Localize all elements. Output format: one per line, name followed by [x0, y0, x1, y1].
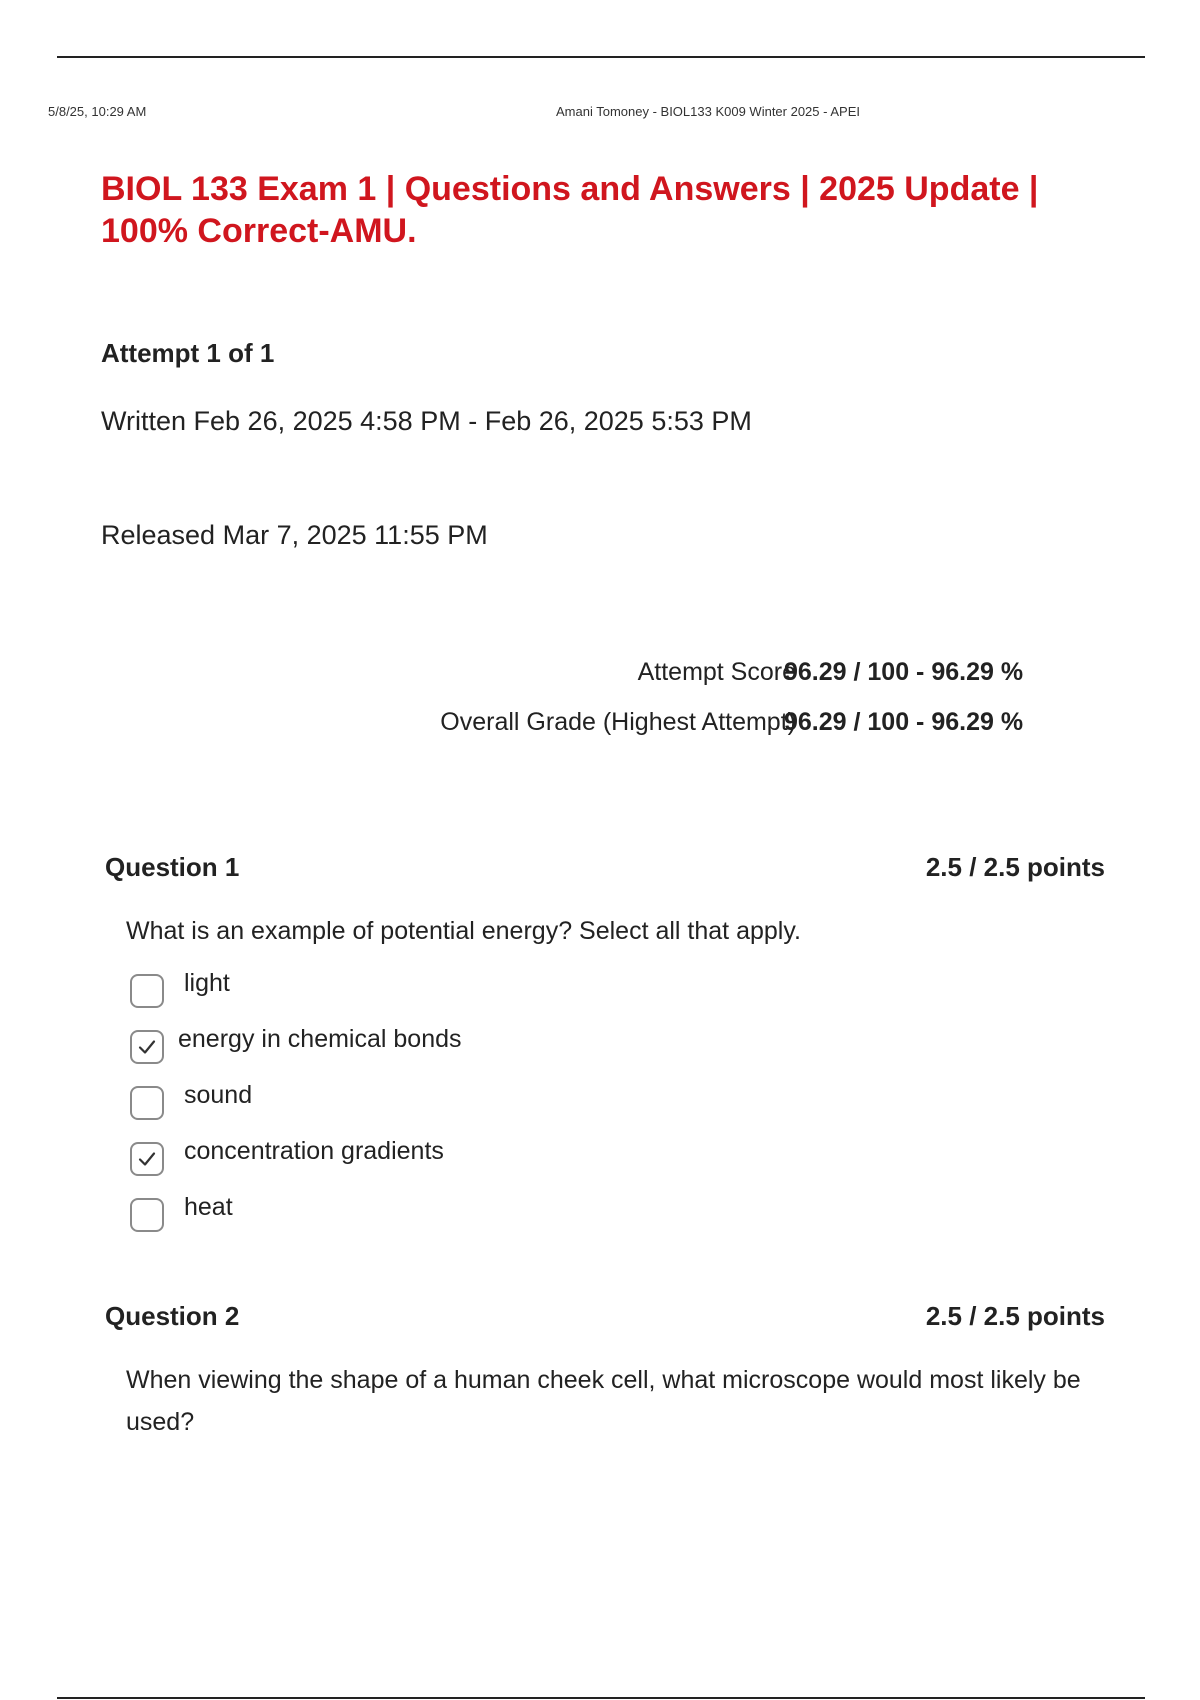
answer-option[interactable]	[105, 1020, 1105, 1076]
attempt-score-label: Attempt Score	[637, 658, 796, 686]
answer-option[interactable]	[105, 1076, 1105, 1132]
answer-option-label: sound	[184, 1081, 253, 1109]
question-number: Question 1	[105, 852, 240, 882]
written-dates: Written Feb 26, 2025 4:58 PM - Feb 26, 2025 5:53 PM	[101, 406, 752, 436]
overall-grade-row	[300, 708, 1058, 740]
print-header	[48, 104, 1152, 124]
question-header	[105, 852, 1105, 886]
checkbox[interactable]	[130, 1142, 164, 1176]
question-points: 2.5 / 2.5 points	[925, 852, 1105, 882]
overall-grade-label: Overall Grade (Highest Attempt)	[440, 708, 796, 736]
answer-option-label: light	[184, 969, 230, 997]
answer-option[interactable]	[105, 1132, 1105, 1188]
question-text: When viewing the shape of a human cheek cell, what microscope would most likely be used?	[126, 1366, 1081, 1436]
checkmark-icon	[137, 1149, 157, 1169]
checkmark-icon	[137, 1037, 157, 1057]
attempt-heading: Attempt 1 of 1	[101, 338, 275, 368]
overall-grade-value: 96.29 / 100 - 96.29 %	[784, 708, 1024, 736]
checkbox[interactable]	[130, 974, 164, 1008]
answer-option-label: heat	[184, 1193, 233, 1221]
answer-option-label: energy in chemical bonds	[178, 1025, 462, 1053]
checkbox[interactable]	[130, 1030, 164, 1064]
answer-option-label: concentration gradients	[184, 1137, 444, 1165]
released-date: Released Mar 7, 2025 11:55 PM	[101, 520, 488, 550]
print-document-title: Amani Tomoney - BIOL133 K009 Winter 2025 - APEI	[556, 104, 860, 119]
bottom-page-rule	[57, 1697, 1145, 1699]
question-2	[105, 1301, 1105, 1443]
question-1	[105, 852, 1105, 1244]
attempt-score-row	[300, 658, 1058, 690]
answer-option[interactable]	[105, 1188, 1105, 1244]
print-timestamp: 5/8/25, 10:29 AM	[48, 104, 147, 119]
question-header	[105, 1301, 1105, 1335]
answer-options	[105, 964, 1105, 1244]
page-title: BIOL 133 Exam 1 | Questions and Answers | 2025 Update | 100% Correct-AMU.	[101, 170, 1039, 250]
answer-option[interactable]	[105, 964, 1105, 1020]
attempt-score-value: 96.29 / 100 - 96.29 %	[784, 658, 1024, 686]
checkbox[interactable]	[130, 1086, 164, 1120]
question-text: What is an example of potential energy? Select all that apply.	[126, 917, 801, 945]
top-page-rule	[57, 56, 1145, 58]
question-points: 2.5 / 2.5 points	[925, 1301, 1105, 1331]
question-number: Question 2	[105, 1301, 240, 1331]
checkbox[interactable]	[130, 1198, 164, 1232]
